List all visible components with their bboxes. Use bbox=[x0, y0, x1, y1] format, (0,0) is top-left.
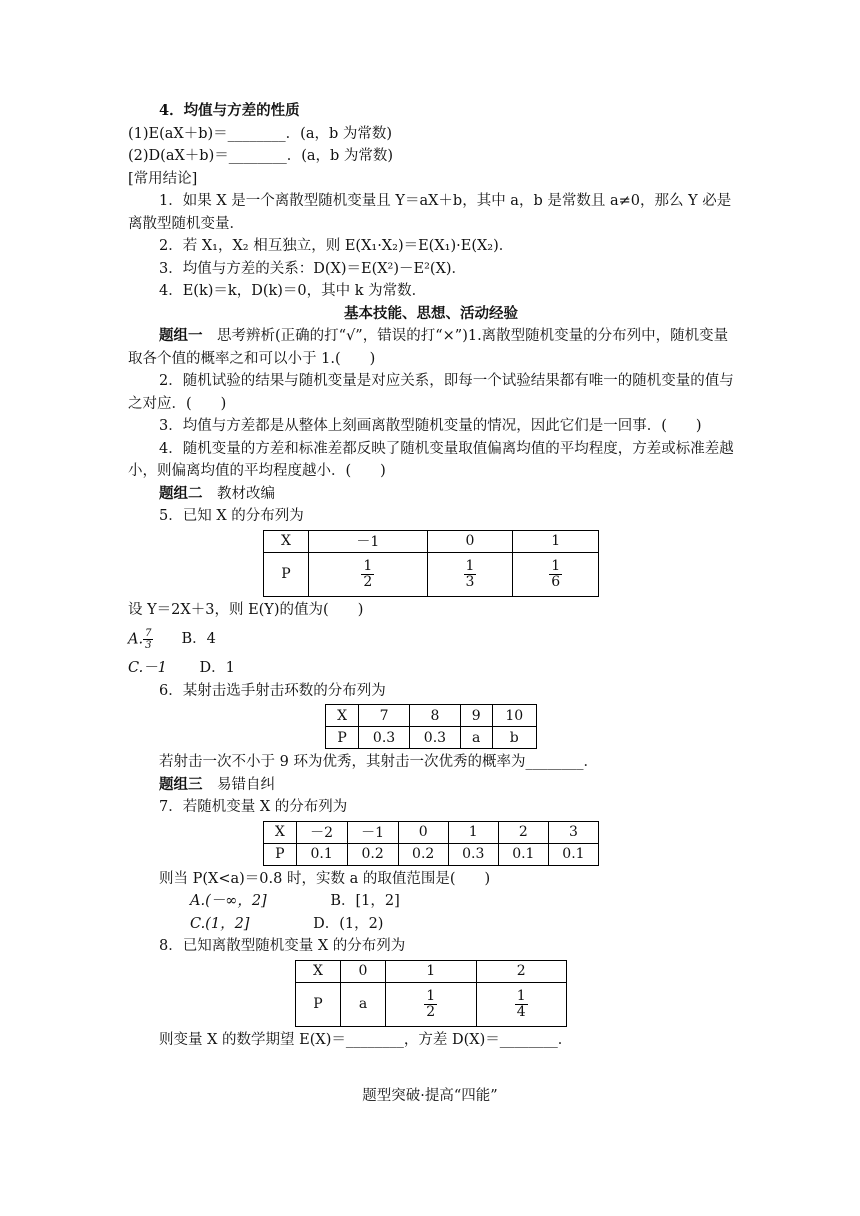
conclusions-heading: [常用结论] bbox=[128, 170, 198, 187]
section-4-title: 4．均值与方差的性质 bbox=[159, 102, 300, 119]
table-row bbox=[264, 552, 599, 596]
group2-heading bbox=[128, 483, 734, 506]
q6-after: 若射击一次不小于 9 环为优秀，其射击一次优秀的概率为________． bbox=[159, 754, 598, 770]
q7-option-c: C.(1，2] bbox=[190, 915, 250, 932]
table-cell: 0.1 bbox=[548, 843, 598, 865]
q5-option-d: D．1 bbox=[199, 660, 235, 676]
table-cell bbox=[427, 552, 513, 596]
table-row bbox=[264, 821, 599, 843]
table-cell: 0.3 bbox=[448, 843, 498, 865]
conclusion-3: 3．均值与方差的关系：D(X)＝E(X²)－E²(X)． bbox=[159, 260, 467, 277]
q5-stem: 5．已知 X 的分布列为 bbox=[159, 508, 304, 524]
q7-after: 则当 P(X<a)＝0.8 时，实数 a 的取值范围是( ) bbox=[159, 870, 491, 887]
table-cell: 0.1 bbox=[296, 843, 347, 865]
numerator: 1 bbox=[516, 987, 526, 1004]
table-row bbox=[264, 843, 599, 865]
fraction bbox=[549, 559, 562, 590]
table-cell: 2 bbox=[476, 960, 567, 982]
numerator: 1 bbox=[551, 557, 561, 574]
q6-stem: 6．某射击选手射击环数的分布列为 bbox=[159, 682, 386, 699]
q5-option-b: B．4 bbox=[181, 630, 216, 647]
table-cell: P bbox=[326, 727, 359, 749]
table-cell: 0.3 bbox=[410, 727, 461, 749]
document-body bbox=[128, 100, 734, 1051]
group3-heading bbox=[128, 774, 734, 797]
group1-q4: 4．随机变量的方差和标准差都反映了随机变量取值偏离均值的平均程度，方差或标准差越小，则偏离均值的平均程度越小．( ) bbox=[128, 440, 734, 479]
table-cell: －1 bbox=[347, 821, 398, 843]
q8-stem: 8．已知离散型随机变量 X 的分布列为 bbox=[159, 938, 406, 954]
table-cell: 9 bbox=[460, 705, 492, 727]
table-row bbox=[296, 982, 567, 1026]
q5-option-a bbox=[128, 628, 153, 651]
table-cell bbox=[513, 552, 599, 596]
group1-q3: 3．均值与方差都是从整体上刻画离散型随机变量的情况，因此它们是一回事．( ) bbox=[159, 418, 702, 434]
group1-label: 题组一 bbox=[159, 327, 203, 344]
table-cell: X bbox=[326, 705, 359, 727]
fraction bbox=[464, 559, 477, 590]
table-row bbox=[296, 960, 567, 982]
skills-heading: 基本技能、思想、活动经验 bbox=[344, 304, 518, 322]
option-label: A. bbox=[128, 631, 144, 647]
q7-table bbox=[263, 821, 599, 866]
table-cell: 0.2 bbox=[398, 843, 448, 865]
numerator: 1 bbox=[465, 557, 475, 574]
table-cell: 3 bbox=[548, 821, 598, 843]
table-cell: P bbox=[264, 843, 297, 865]
q7-option-a: A.(－∞，2] bbox=[190, 893, 267, 909]
table-row bbox=[326, 727, 537, 749]
q8-table bbox=[295, 960, 567, 1027]
denominator: 3 bbox=[465, 573, 475, 590]
group1-q1 bbox=[128, 325, 734, 370]
conclusion-1: 1．如果 X 是一个离散型随机变量且 Y＝aX＋b，其中 a，b 是常数且 a≠0，那么 Y 必是离散型随机变量． bbox=[128, 193, 732, 232]
table-cell: X bbox=[296, 960, 341, 982]
denominator: 6 bbox=[551, 573, 561, 590]
group2-text: 教材改编 bbox=[202, 485, 275, 502]
denominator: 3 bbox=[145, 639, 152, 651]
table-cell: 1 bbox=[513, 530, 599, 552]
numerator: 1 bbox=[363, 557, 373, 574]
q7-option-d: D．(1，2) bbox=[313, 915, 384, 932]
table-cell bbox=[309, 552, 428, 596]
table-cell: 0.3 bbox=[359, 727, 410, 749]
group3-text: 易错自纠 bbox=[202, 776, 275, 793]
table-cell: a bbox=[341, 982, 386, 1026]
fraction bbox=[143, 628, 153, 651]
conclusion-4: 4．E(k)＝k，D(k)＝0，其中 k 为常数． bbox=[159, 283, 427, 299]
group1-text: 思考辨析(正确的打“√”，错误的打“×”)1.离散型随机变量的分布列中，随机变量取各个值的概率之和可以小于 1.( ) bbox=[128, 328, 729, 367]
q8-after: 则变量 X 的数学期望 E(X)＝________，方差 D(X)＝________． bbox=[159, 1031, 573, 1048]
table-cell: 0 bbox=[427, 530, 513, 552]
table-cell: －1 bbox=[309, 530, 428, 552]
denominator: 2 bbox=[363, 573, 373, 590]
sec4-item-2: (2)D(aX＋b)＝________．(a，b 为常数) bbox=[128, 148, 394, 164]
fraction bbox=[424, 989, 437, 1020]
q5-options-cd bbox=[128, 657, 734, 680]
group2-label: 题组二 bbox=[159, 484, 203, 502]
sec4-item-1: (1)E(aX＋b)＝________．(a，b 为常数) bbox=[128, 125, 393, 142]
table-cell: P bbox=[296, 982, 341, 1026]
fraction bbox=[361, 559, 374, 590]
table-cell: 10 bbox=[492, 705, 537, 727]
conclusion-2: 2．若 X₁，X₂ 相互独立，则 E(X₁·X₂)＝E(X₁)·E(X₂)． bbox=[159, 238, 514, 254]
table-cell: b bbox=[492, 727, 537, 749]
table-cell bbox=[476, 982, 567, 1026]
q6-table bbox=[325, 704, 537, 749]
fraction bbox=[515, 989, 528, 1020]
table-cell: X bbox=[264, 821, 297, 843]
q5-options-ab bbox=[128, 621, 734, 657]
q5-after: 设 Y＝2X＋3，则 E(Y)的值为( ) bbox=[128, 601, 364, 618]
table-cell: 1 bbox=[448, 821, 498, 843]
table-cell: 0.1 bbox=[498, 843, 548, 865]
table-cell: 0 bbox=[341, 960, 386, 982]
table-cell: 0.2 bbox=[347, 843, 398, 865]
table-row bbox=[264, 530, 599, 552]
numerator: 1 bbox=[426, 987, 436, 1004]
table-cell: 8 bbox=[410, 705, 461, 727]
table-cell: 7 bbox=[359, 705, 410, 727]
q5-option-c: C.－1 bbox=[128, 660, 167, 676]
table-row bbox=[326, 705, 537, 727]
q7-option-b: B．[1，2] bbox=[330, 893, 400, 909]
denominator: 4 bbox=[516, 1003, 526, 1020]
table-cell: －2 bbox=[296, 821, 347, 843]
q7-options-ab bbox=[128, 890, 734, 913]
table-cell: 2 bbox=[498, 821, 548, 843]
table-cell: 1 bbox=[386, 960, 477, 982]
q7-options-cd bbox=[128, 913, 734, 936]
table-cell: P bbox=[264, 552, 309, 596]
q5-table bbox=[263, 530, 599, 597]
table-cell: 0 bbox=[398, 821, 448, 843]
denominator: 2 bbox=[426, 1003, 436, 1020]
table-cell bbox=[386, 982, 477, 1026]
numerator: 7 bbox=[145, 627, 152, 639]
table-cell: a bbox=[460, 727, 492, 749]
q7-stem: 7．若随机变量 X 的分布列为 bbox=[159, 799, 348, 815]
table-cell: X bbox=[264, 530, 309, 552]
group3-label: 题组三 bbox=[159, 775, 203, 793]
group1-q2: 2．随机试验的结果与随机变量是对应关系，即每一个试验结果都有唯一的随机变量的值与之对应．( ) bbox=[128, 373, 734, 412]
section-footer-heading: 题型突破·提高“四能” bbox=[362, 1088, 498, 1104]
